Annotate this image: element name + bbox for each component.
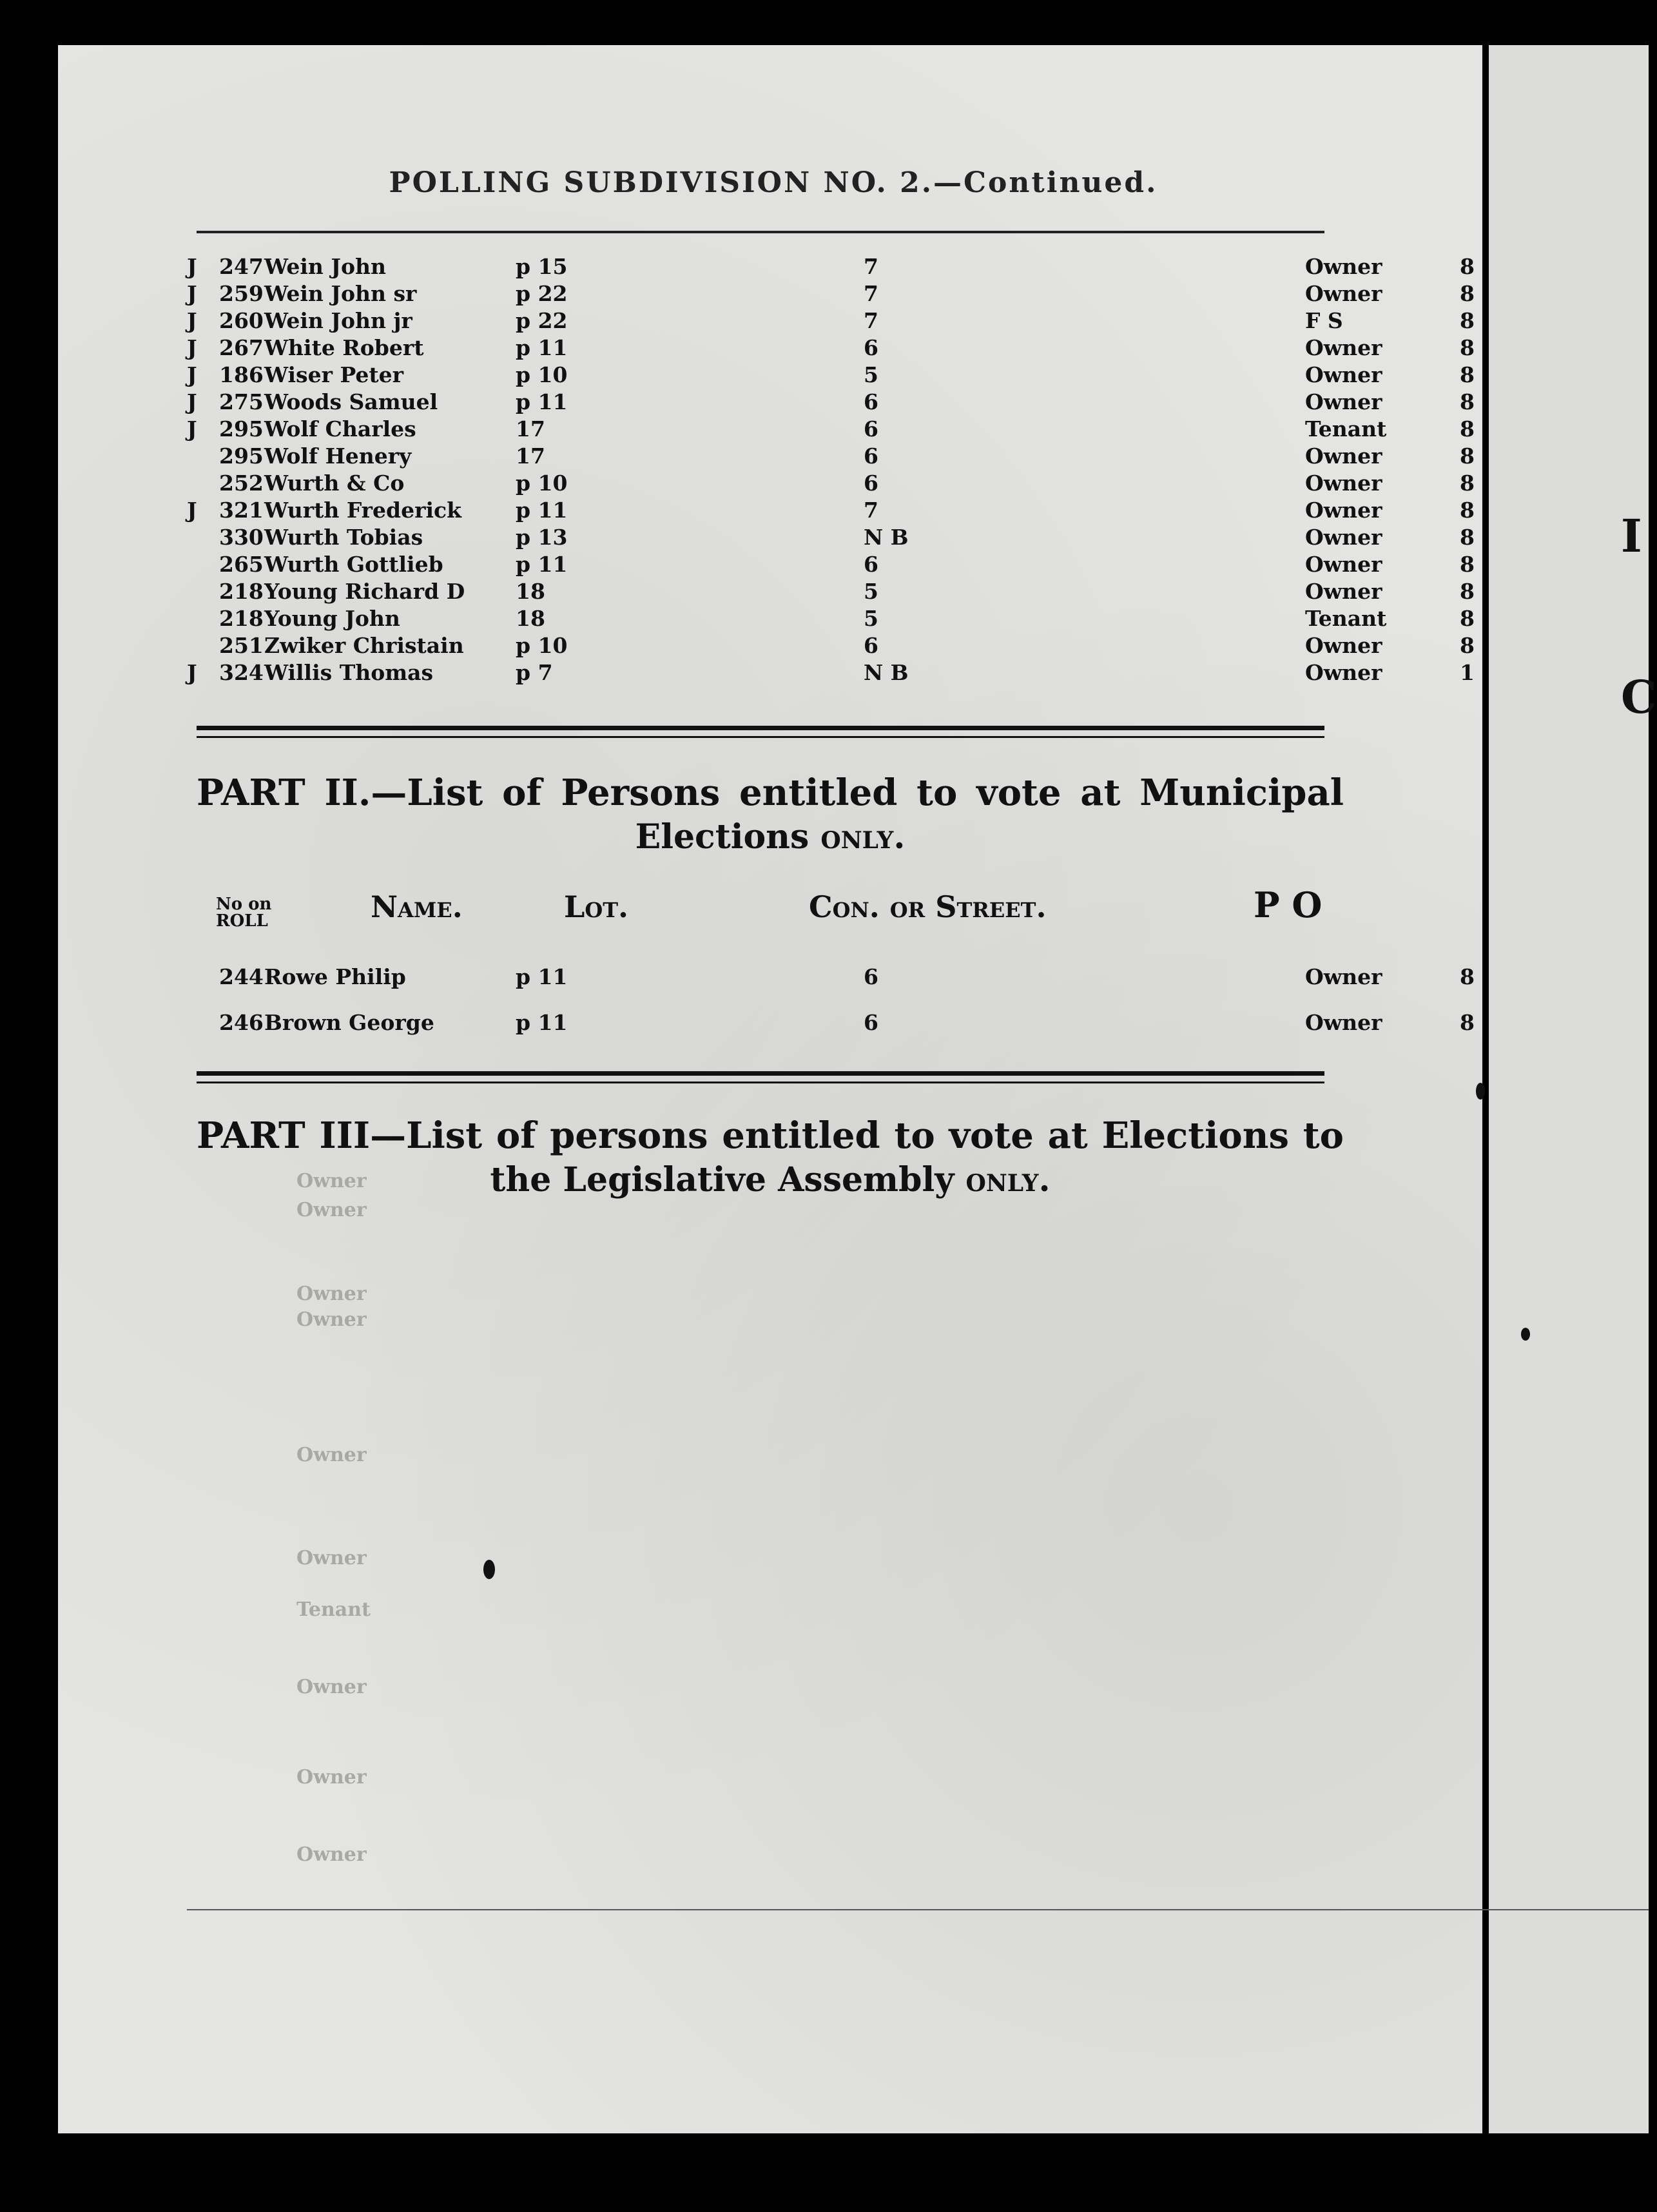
voter-name: Woods Samuel [264,389,438,414]
part3-subtitle [197,1160,1344,1199]
lot: p 11 [516,1009,568,1035]
voter-name: Young John [264,605,400,631]
juror-mark: J [187,280,197,306]
concession: 6 [864,470,878,496]
voter-name: Rowe Philip [264,964,406,989]
concession: 7 [864,253,878,279]
voter-name: Wiser Peter [264,362,404,387]
roll-number: 267 [219,335,264,360]
table-row [187,361,1486,388]
voter-name: Wurth Frederick [264,497,462,523]
status: Owner [1305,964,1382,989]
part3-subtitle-only: only. [965,1160,1051,1199]
voter-name: Wolf Henery [264,443,412,469]
status: Owner [1305,632,1382,658]
col-header-roll-line1: No on [216,895,272,914]
concession: N B [864,524,909,550]
concession: 5 [864,605,878,631]
lot: p 7 [516,659,553,685]
post-office: 8 [1460,307,1475,333]
concession: 6 [864,964,878,989]
status: Owner [1305,362,1382,387]
col-header-roll [216,896,271,929]
municipal-voter-table [187,944,1486,1036]
post-office: 8 [1460,551,1475,577]
ink-blot [483,1560,495,1579]
table-row [187,334,1486,361]
status: Owner [1305,335,1382,360]
table-row [187,605,1486,632]
voter-name: Willis Thomas [264,659,434,685]
voter-name: Wein John [264,253,386,279]
table-row [187,388,1486,415]
concession: 6 [864,1009,878,1035]
juror-mark: J [187,362,197,387]
table-row [187,415,1486,442]
lot: 17 [516,416,545,441]
voter-name: Zwiker Christain [264,632,464,658]
status: Owner [1305,389,1382,414]
adjacent-page-letter: I [1621,509,1642,563]
roll-number: 218 [219,578,264,604]
voter-name: Brown George [264,1009,434,1035]
post-office: 8 [1460,416,1475,441]
lot: p 11 [516,335,568,360]
bleed-through-text: Owner [296,1199,367,1221]
voter-name: White Robert [264,335,424,360]
part2-subtitle [197,817,1344,857]
juror-mark: J [187,659,197,685]
post-office: 1 [1460,659,1475,685]
post-office: 8 [1460,280,1475,306]
concession: 6 [864,416,878,441]
roll-number: 265 [219,551,264,577]
part2-subtitle-only: only. [820,817,906,857]
post-office: 8 [1460,443,1475,469]
lot: p 15 [516,253,568,279]
juror-mark: J [187,497,197,523]
table-row [187,550,1486,577]
post-office: 8 [1460,335,1475,360]
roll-number: 321 [219,497,264,523]
juror-mark: J [187,416,197,441]
post-office: 8 [1460,389,1475,414]
status: Owner [1305,280,1382,306]
bleed-through-text: Owner [296,1170,367,1192]
part3-subtitle-text: the Legislative Assembly [490,1160,966,1199]
status: Owner [1305,497,1382,523]
roll-number: 252 [219,470,264,496]
concession: 6 [864,551,878,577]
table-row [187,442,1486,469]
roll-number: 247 [219,253,264,279]
ink-blot [1521,1328,1530,1341]
roll-number: 260 [219,307,264,333]
lot: p 11 [516,964,568,989]
status: Owner [1305,1009,1382,1035]
bleed-through-text: Tenant [296,1598,371,1621]
part2-subtitle-text: Elections [635,817,821,857]
status: Owner [1305,524,1382,550]
status: Tenant [1305,605,1387,631]
ink-blot [1476,1083,1485,1100]
roll-number: 275 [219,389,264,414]
juror-mark [187,469,219,496]
voter-name: Wein John sr [264,280,417,306]
juror-mark [187,442,219,469]
status: Owner [1305,443,1382,469]
juror-mark [187,577,219,605]
concession: 7 [864,280,878,306]
status: Owner [1305,659,1382,685]
col-header-con-street: Con. or Street. [809,889,1047,924]
lot: p 10 [516,470,568,496]
table-row [187,659,1486,686]
lot: p 10 [516,362,568,387]
section-divider [197,1082,1324,1083]
section-divider [197,1071,1324,1076]
adjacent-page-letter: C [1621,670,1657,724]
col-header-po: P O [1254,884,1323,926]
roll-number: 330 [219,524,264,550]
status: F S [1305,307,1343,333]
concession: 7 [864,497,878,523]
bleed-through-text: Owner [296,1766,367,1789]
post-office: 8 [1460,253,1475,279]
voter-name: Wurth Gottlieb [264,551,443,577]
voter-name: Wurth Tobias [264,524,423,550]
post-office: 8 [1460,964,1475,989]
roll-number: 186 [219,362,264,387]
col-header-lot: Lot. [564,889,629,924]
col-header-roll-line2: ROLL [216,911,268,931]
roll-number: 251 [219,632,264,658]
roll-number: 295 [219,416,264,441]
table-row [187,307,1486,334]
concession: 6 [864,443,878,469]
scan-line [187,1909,1649,1910]
lot: p 10 [516,632,568,658]
concession: 6 [864,632,878,658]
table-row [187,496,1486,523]
post-office: 8 [1460,497,1475,523]
adjacent-page-edge [1489,45,1649,2133]
post-office: 8 [1460,605,1475,631]
juror-mark [187,605,219,632]
col-header-name: Name. [371,889,463,924]
voter-name: Wurth & Co [264,470,405,496]
lot: p 22 [516,280,568,306]
lot: p 11 [516,497,568,523]
roll-number: 218 [219,605,264,631]
juror-mark: J [187,307,197,333]
juror-mark [187,550,219,577]
bleed-through-text: Owner [296,1283,367,1305]
roll-number: 246 [219,1009,264,1035]
section-divider [197,736,1324,738]
status: Owner [1305,551,1382,577]
part2-title: PART II.—List of Persons entitled to vote at Municipal [197,771,1344,814]
table-row [187,944,1486,1009]
voter-name: Wein John jr [264,307,412,333]
table-row [187,523,1486,550]
juror-mark: J [187,335,197,360]
juror-mark: J [187,253,197,279]
concession: N B [864,659,909,685]
table-row [187,280,1486,307]
bleed-through-text: Owner [296,1444,367,1466]
table-row [187,577,1486,605]
post-office: 8 [1460,632,1475,658]
header-rule [197,231,1324,233]
part3-title: PART III—List of persons entitled to vote at Elections to [197,1114,1344,1157]
voter-name: Wolf Charles [264,416,416,441]
roll-number: 259 [219,280,264,306]
lot: p 11 [516,389,568,414]
post-office: 8 [1460,524,1475,550]
post-office: 8 [1460,470,1475,496]
roll-number: 324 [219,659,264,685]
concession: 5 [864,362,878,387]
table-row [187,469,1486,496]
post-office: 8 [1460,362,1475,387]
post-office: 8 [1460,578,1475,604]
table-row [187,1009,1486,1036]
status: Owner [1305,253,1382,279]
lot: 17 [516,443,545,469]
section-divider [197,726,1324,730]
lot: 18 [516,605,545,631]
voter-name: Young Richard D [264,578,465,604]
bleed-through-text: Owner [296,1308,367,1331]
roll-number: 295 [219,443,264,469]
concession: 5 [864,578,878,604]
concession: 6 [864,389,878,414]
lot: p 11 [516,551,568,577]
status: Owner [1305,470,1382,496]
page-header: POLLING SUBDIVISION NO. 2.—Continued. [389,166,1158,199]
status: Tenant [1305,416,1387,441]
lot: p 13 [516,524,568,550]
lot: p 22 [516,307,568,333]
lot: 18 [516,578,545,604]
concession: 6 [864,335,878,360]
concession: 7 [864,307,878,333]
bleed-through-text: Owner [296,1547,367,1569]
juror-mark: J [187,389,197,414]
bleed-through-text: Owner [296,1843,367,1866]
status: Owner [1305,578,1382,604]
table-row [187,632,1486,659]
post-office: 8 [1460,1009,1475,1035]
juror-mark [187,523,219,550]
voter-list-table [187,253,1486,686]
juror-mark [187,632,219,659]
roll-number: 244 [219,964,264,989]
table-row [187,253,1486,280]
bleed-through-text: Owner [296,1676,367,1698]
